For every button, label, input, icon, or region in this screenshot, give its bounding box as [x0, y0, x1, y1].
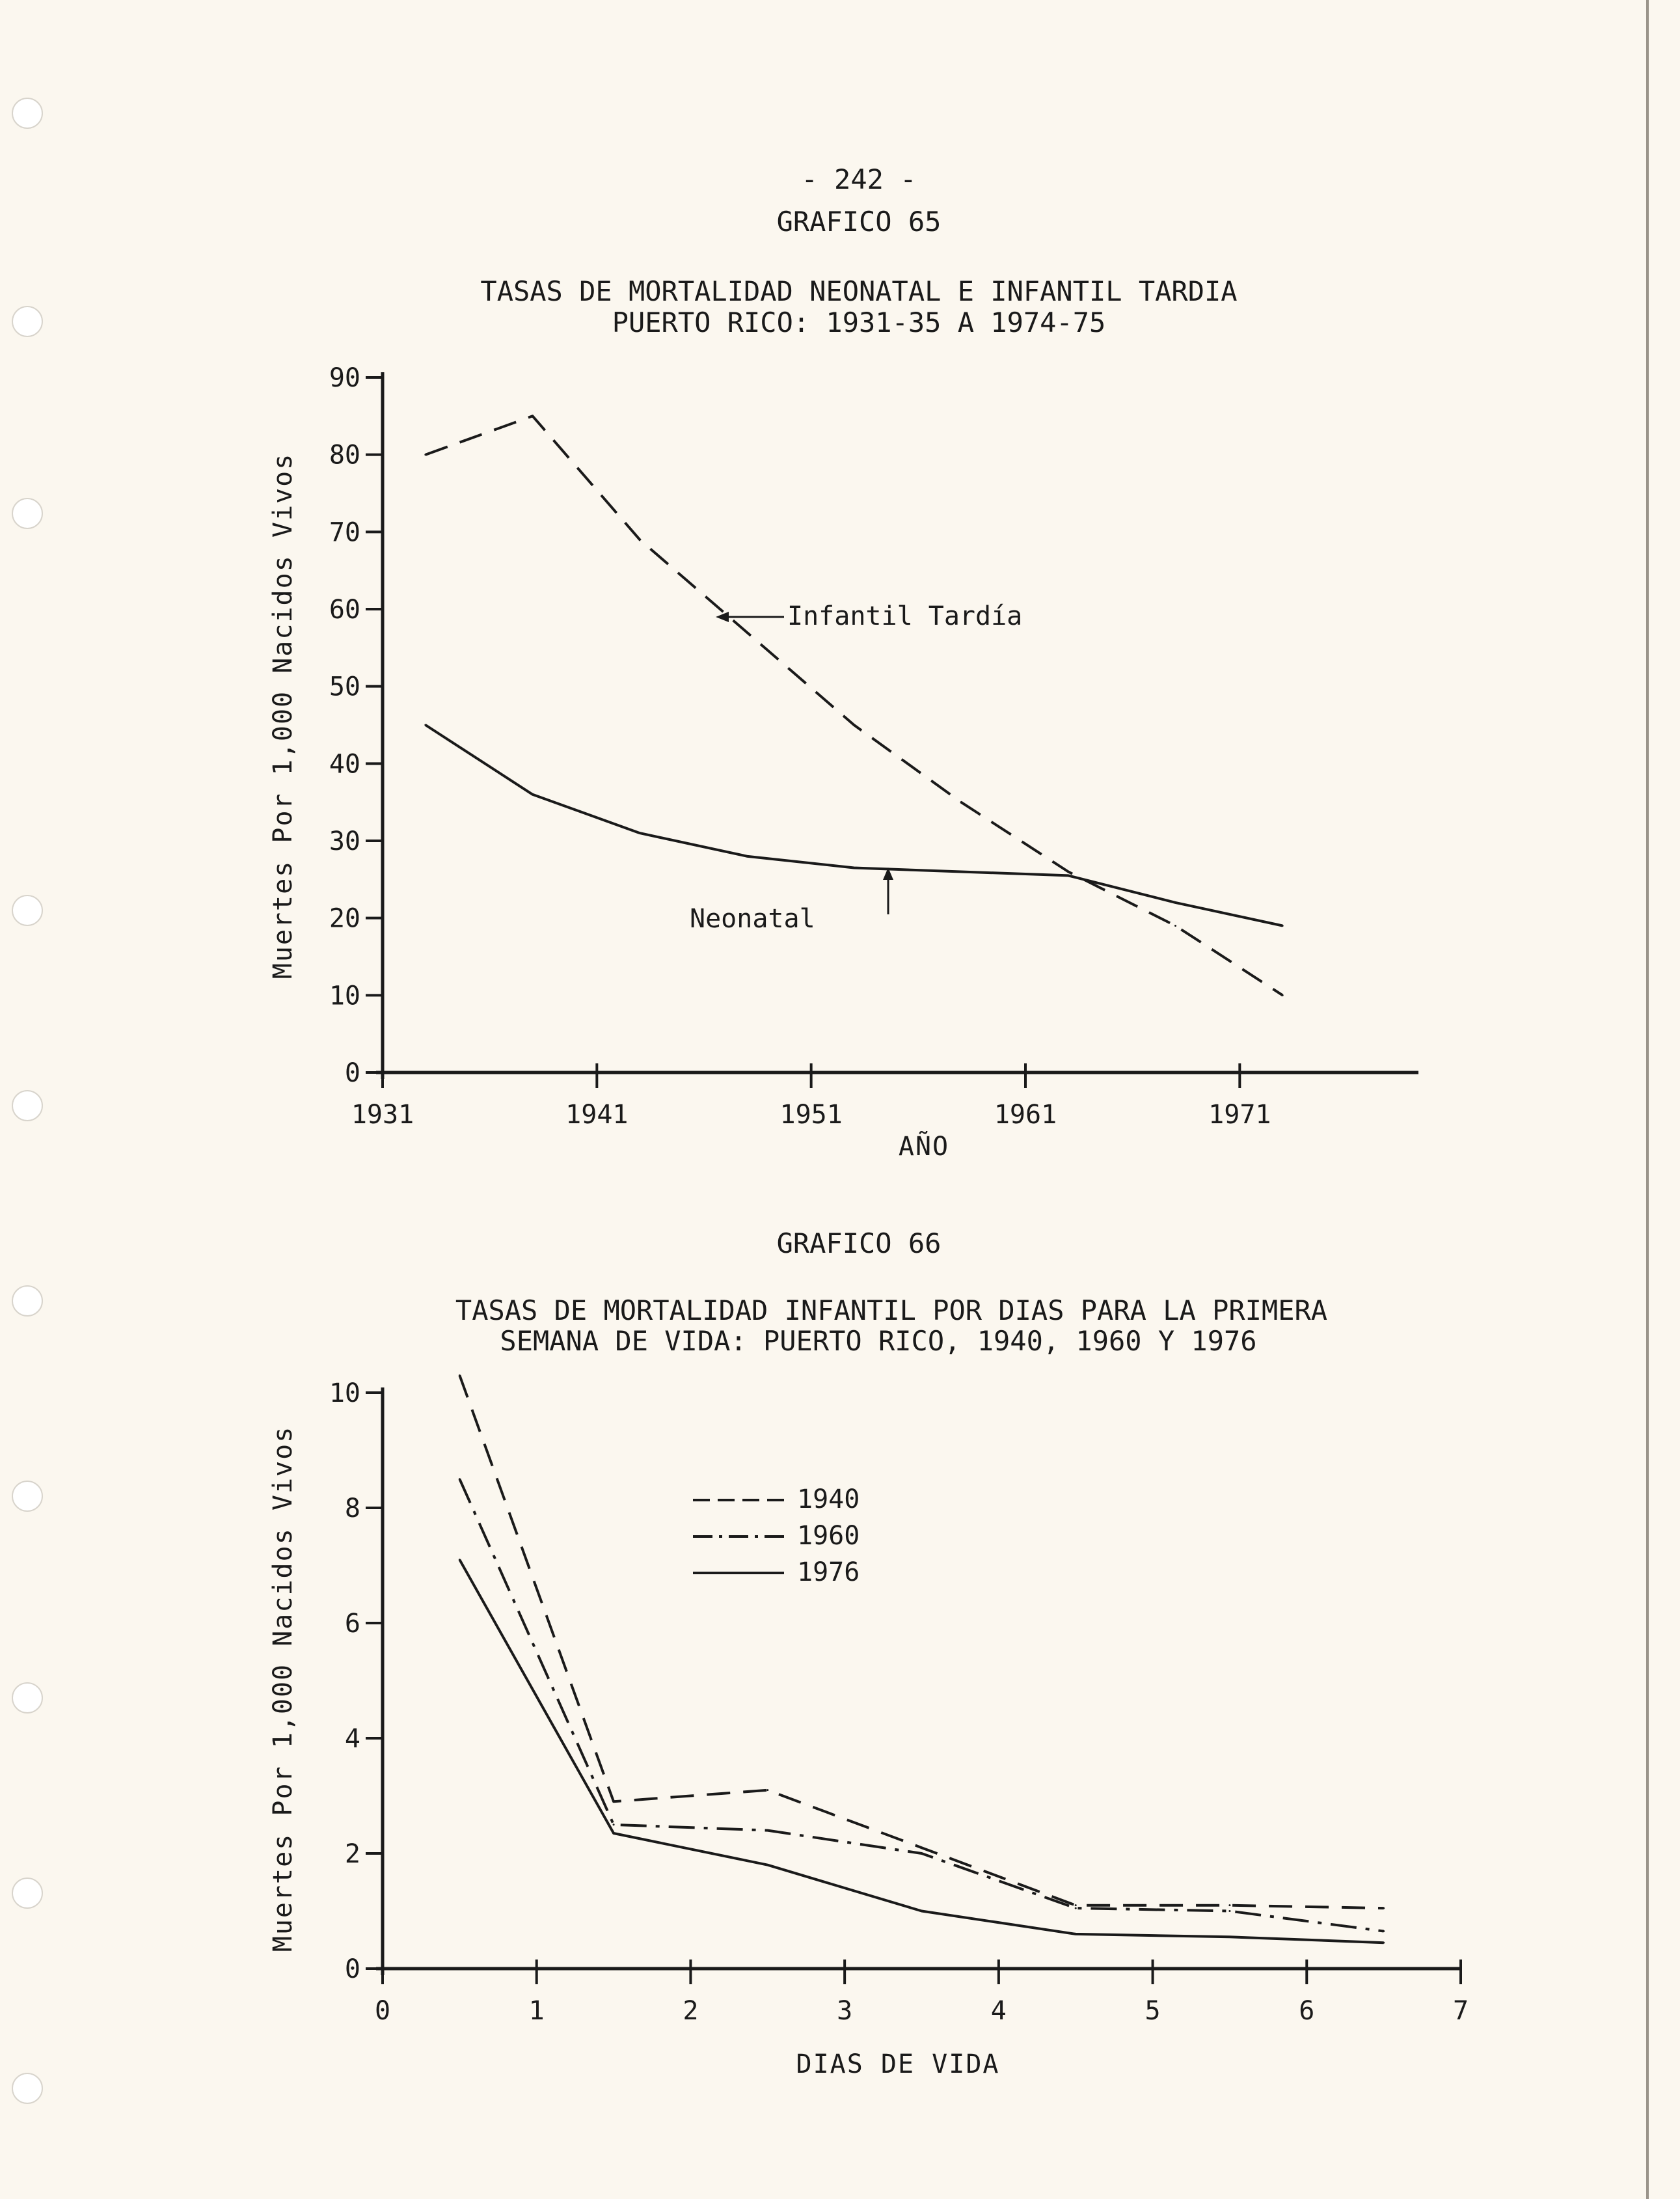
legend-label: 1960	[797, 1521, 860, 1551]
series-line-1960	[459, 1479, 1383, 1932]
chart-66-y-axis-label: Muertes Por 1,000 Nacidos Vivos	[268, 1425, 298, 1952]
y-tick-label: 80	[329, 440, 360, 471]
chart-65-x-axis-label: AÑO	[898, 1132, 950, 1162]
series-point	[1383, 1907, 1385, 1909]
y-tick-label: 10	[329, 1378, 360, 1408]
series-point	[532, 415, 534, 417]
y-tick-label: 70	[329, 517, 360, 548]
series-point	[1228, 1904, 1230, 1906]
series-point	[424, 724, 426, 726]
chart-65-series	[424, 415, 1283, 996]
series-point	[1228, 1910, 1230, 1912]
series-line-1976	[459, 1560, 1383, 1943]
x-tick-label: 0	[374, 1996, 391, 2026]
series-point	[613, 1833, 615, 1835]
series-point	[853, 724, 855, 726]
y-tick-label: 8	[344, 1494, 360, 1523]
x-tick-label: 7	[1452, 1996, 1469, 2026]
series-point	[960, 871, 962, 873]
series-point	[960, 801, 962, 803]
x-tick-label: 3	[837, 1996, 853, 2026]
series-point	[766, 1864, 768, 1866]
series-point	[921, 1910, 923, 1912]
chart-65-annotation-neonatal: Neonatal	[690, 904, 815, 934]
series-point	[459, 1478, 461, 1480]
series-point	[424, 454, 426, 456]
series-point	[1282, 925, 1284, 927]
series-point	[639, 832, 641, 834]
x-tick-label: 6	[1299, 1996, 1315, 2026]
x-tick-label: 1941	[565, 1100, 629, 1130]
x-tick-label: 5	[1145, 1996, 1161, 2026]
chart-66-legend	[693, 1484, 860, 1587]
y-tick-label: 20	[329, 903, 360, 934]
y-tick-label: 90	[329, 363, 360, 393]
series-point	[1174, 901, 1176, 903]
y-tick-label: 0	[344, 1954, 360, 1984]
series-point	[853, 867, 855, 869]
chart-66-ticks	[329, 1378, 1469, 2026]
x-tick-label: 1961	[994, 1100, 1057, 1130]
y-tick-label: 40	[329, 749, 360, 780]
series-point	[1383, 1930, 1385, 1932]
x-tick-label: 2	[683, 1996, 699, 2026]
series-point	[613, 1801, 615, 1803]
series-point	[459, 1559, 461, 1561]
y-tick-label: 4	[344, 1724, 360, 1754]
series-point	[766, 1829, 768, 1831]
chart-66-title: TASAS DE MORTALIDAD INFANTIL POR DIAS PARA LA PRIMERA	[455, 1294, 1328, 1326]
series-point	[459, 1374, 461, 1376]
x-tick-label: 1971	[1208, 1100, 1271, 1130]
chart-grafico-65	[268, 206, 1418, 1162]
chart-65-y-axis-label: Muertes Por 1,000 Nacidos Vivos	[268, 452, 298, 979]
legend-label: 1940	[797, 1484, 860, 1514]
series-point	[1383, 1942, 1385, 1944]
chart-66-series	[459, 1374, 1385, 1944]
series-point	[746, 855, 748, 857]
series-point	[1067, 871, 1069, 873]
y-tick-label: 6	[344, 1609, 360, 1639]
arrowhead-icon	[716, 612, 729, 622]
series-line-neonatal	[426, 725, 1282, 926]
series-point	[1067, 875, 1069, 877]
series-point	[921, 1853, 923, 1855]
series-point	[1075, 1933, 1077, 1935]
chart-65-subtitle: PUERTO RICO: 1931-35 A 1974-75	[612, 307, 1106, 338]
chart-65-ticks	[329, 363, 1271, 1130]
chart-66-x-axis-label: DIAS DE VIDA	[796, 2049, 1000, 2079]
chart-65-heading: GRAFICO 65	[776, 206, 942, 238]
series-point	[1282, 994, 1284, 996]
legend-label: 1976	[797, 1557, 860, 1587]
y-tick-label: 2	[344, 1839, 360, 1869]
series-point	[532, 793, 534, 795]
y-tick-label: 10	[329, 981, 360, 1011]
series-point	[1174, 925, 1176, 927]
chart-grafico-66	[268, 1227, 1469, 2079]
series-line-infantil-tard-a	[426, 416, 1282, 995]
chart-65-annotation-infantil-tardia: Infantil Tardía	[787, 601, 1023, 631]
series-point	[1075, 1904, 1077, 1906]
chart-65-title: TASAS DE MORTALIDAD NEONATAL E INFANTIL TARDIA	[480, 275, 1238, 307]
x-tick-label: 1951	[779, 1100, 843, 1130]
series-line-1940	[459, 1375, 1383, 1908]
chart-66-subtitle: SEMANA DE VIDA: PUERTO RICO, 1940, 1960 Y 1976	[500, 1325, 1257, 1357]
series-point	[1075, 1907, 1077, 1909]
x-tick-label: 1	[528, 1996, 545, 2026]
y-tick-label: 30	[329, 826, 360, 856]
series-point	[766, 1789, 768, 1791]
series-point	[613, 1823, 615, 1825]
chart-66-heading: GRAFICO 66	[776, 1227, 942, 1259]
x-tick-label: 1931	[351, 1100, 414, 1130]
series-point	[746, 631, 748, 633]
y-tick-label: 60	[329, 595, 360, 625]
y-tick-label: 0	[344, 1058, 360, 1088]
y-tick-label: 50	[329, 672, 360, 702]
page-number: - 242 -	[801, 163, 917, 195]
series-point	[1228, 1936, 1230, 1938]
x-tick-label: 4	[990, 1996, 1007, 2026]
series-point	[921, 1847, 923, 1849]
series-point	[639, 539, 641, 541]
